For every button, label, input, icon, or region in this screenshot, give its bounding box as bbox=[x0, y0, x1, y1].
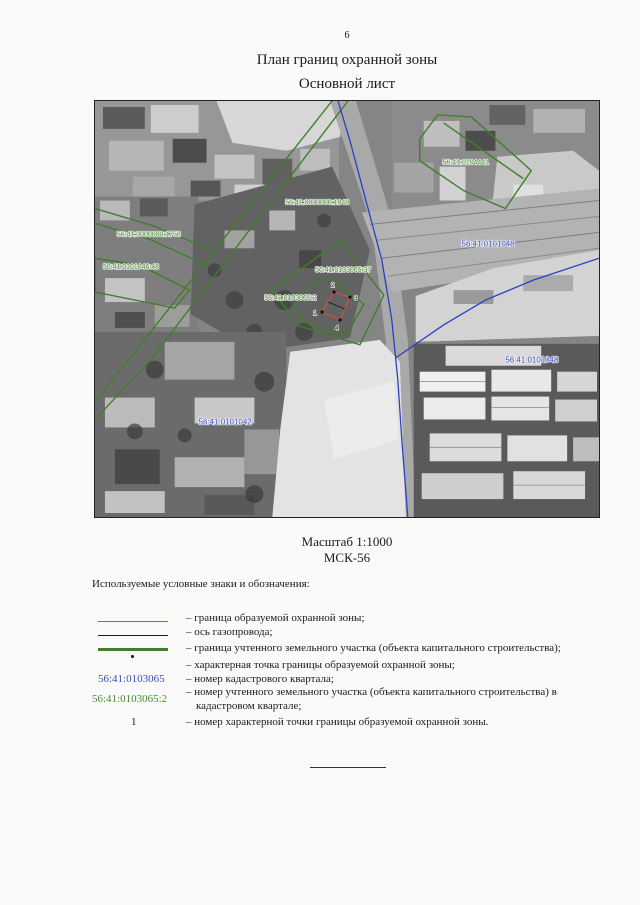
parcel-label: 56:41:0104441 bbox=[442, 159, 490, 167]
aerial-photo-feature bbox=[523, 275, 573, 291]
legend-item-text: – номер учтенного земельного участка (объекта капитального строительства) в bbox=[186, 686, 557, 698]
legend-point-number-sample: 1 bbox=[131, 716, 137, 728]
aerial-photo-feature bbox=[295, 323, 313, 341]
legend-item-text-continuation: кадастровом квартале; bbox=[196, 700, 302, 712]
page-number: 6 bbox=[344, 30, 350, 41]
legend-item-text: – характерная точка границы образуемой охранной зоны; bbox=[186, 659, 455, 671]
aerial-photo-feature bbox=[394, 163, 434, 193]
aerial-photo-feature bbox=[555, 400, 597, 422]
quarter-label: 56:41:0101042 bbox=[198, 417, 252, 427]
aerial-photo-feature bbox=[191, 181, 221, 197]
legend-red-line-icon bbox=[98, 621, 168, 622]
aerial-photo-feature bbox=[424, 398, 486, 420]
aerial-photo-feature bbox=[244, 429, 279, 474]
aerial-photo-feature bbox=[127, 423, 143, 439]
parcel-label: 56:41:0103065:2 bbox=[264, 295, 317, 303]
page-subtitle: Основной лист bbox=[298, 76, 396, 92]
legend-heading: Используемые условные знаки и обозначения: bbox=[92, 578, 310, 590]
map-scale: Масштаб 1:1000 bbox=[301, 534, 393, 549]
legend-parcel-number-sample: 56:41:0103065:2 bbox=[92, 693, 168, 705]
legend-point-dot-icon bbox=[131, 655, 134, 658]
aerial-photo-feature bbox=[245, 485, 263, 503]
aerial-photo-feature bbox=[424, 121, 460, 147]
aerial-photo-feature bbox=[109, 141, 164, 171]
aerial-photo-feature bbox=[105, 398, 155, 428]
boundary-point bbox=[338, 318, 341, 321]
boundary-point bbox=[332, 290, 335, 293]
aerial-photo-feature bbox=[491, 370, 551, 392]
point-label: 4 bbox=[335, 324, 339, 332]
quarter-label: 56:41:0101048 bbox=[505, 355, 559, 365]
aerial-photo-feature bbox=[225, 291, 243, 309]
legend-black-line-icon bbox=[98, 635, 168, 636]
aerial-photo-feature bbox=[573, 437, 599, 461]
aerial-photo-feature bbox=[491, 397, 549, 421]
map-canvas bbox=[95, 101, 599, 517]
aerial-photo-feature bbox=[557, 372, 597, 392]
page-title: План границ охранной зоны bbox=[256, 52, 438, 68]
legend-quarter-number-sample: 56:41:0103065 bbox=[98, 673, 165, 685]
coordinate-system: МСК-56 bbox=[323, 550, 371, 565]
legend-item-text: – граница учтенного земельного участка (объекта капитального строительства); bbox=[186, 642, 561, 654]
aerial-photo-feature bbox=[533, 109, 585, 133]
aerial-photo-feature bbox=[133, 177, 175, 197]
aerial-photo-feature bbox=[300, 149, 330, 171]
aerial-photo-feature bbox=[173, 139, 207, 163]
point-label: 3 bbox=[353, 295, 358, 303]
quarter-label: 56:41:0101048 bbox=[461, 239, 515, 249]
legend-item-text: – ось газопровода; bbox=[186, 626, 273, 638]
point-label: 2 bbox=[331, 282, 335, 290]
aerial-photo-feature bbox=[422, 473, 504, 499]
aerial-photo-feature bbox=[178, 428, 192, 442]
aerial-photo-feature bbox=[175, 457, 245, 487]
legend-item-text: – граница образуемой охранной зоны; bbox=[186, 612, 365, 624]
aerial-photo-feature bbox=[105, 491, 165, 513]
aerial-photo-feature bbox=[115, 312, 145, 328]
boundary-point bbox=[321, 310, 324, 313]
legend-item-text: – номер характерной точки границы образуемой охранной зоны. bbox=[186, 716, 489, 728]
signature-line bbox=[310, 767, 386, 768]
aerial-photo-feature bbox=[269, 210, 295, 230]
aerial-photo-feature bbox=[489, 105, 525, 125]
parcel-label: 56:41:0000000:1758 bbox=[116, 231, 181, 239]
parcel-label: 56:41:0000000:1848 bbox=[285, 199, 350, 207]
aerial-photo-feature bbox=[215, 155, 255, 179]
aerial-photo-feature bbox=[103, 107, 145, 129]
aerial-photo-feature bbox=[115, 449, 160, 484]
legend-item-text: – номер кадастрового квартала; bbox=[186, 673, 334, 685]
aerial-photo-feature bbox=[140, 199, 168, 217]
cadastral-map bbox=[94, 100, 600, 518]
aerial-photo-feature bbox=[151, 105, 199, 133]
aerial-photo-feature bbox=[454, 290, 494, 304]
aerial-photo-feature bbox=[317, 213, 331, 227]
parcel-label: 56:41:0101046:48 bbox=[102, 264, 160, 272]
boundary-point bbox=[348, 295, 351, 298]
aerial-photo-feature bbox=[254, 372, 274, 392]
aerial-photo-feature bbox=[507, 435, 567, 461]
aerial-photo-feature bbox=[165, 342, 235, 380]
aerial-photo-feature bbox=[299, 250, 321, 268]
point-label: 1 bbox=[313, 309, 317, 317]
aerial-photo-feature bbox=[146, 361, 164, 379]
parcel-label: 56:41:0103065:37 bbox=[315, 267, 372, 275]
legend-green-line-icon bbox=[98, 648, 168, 651]
